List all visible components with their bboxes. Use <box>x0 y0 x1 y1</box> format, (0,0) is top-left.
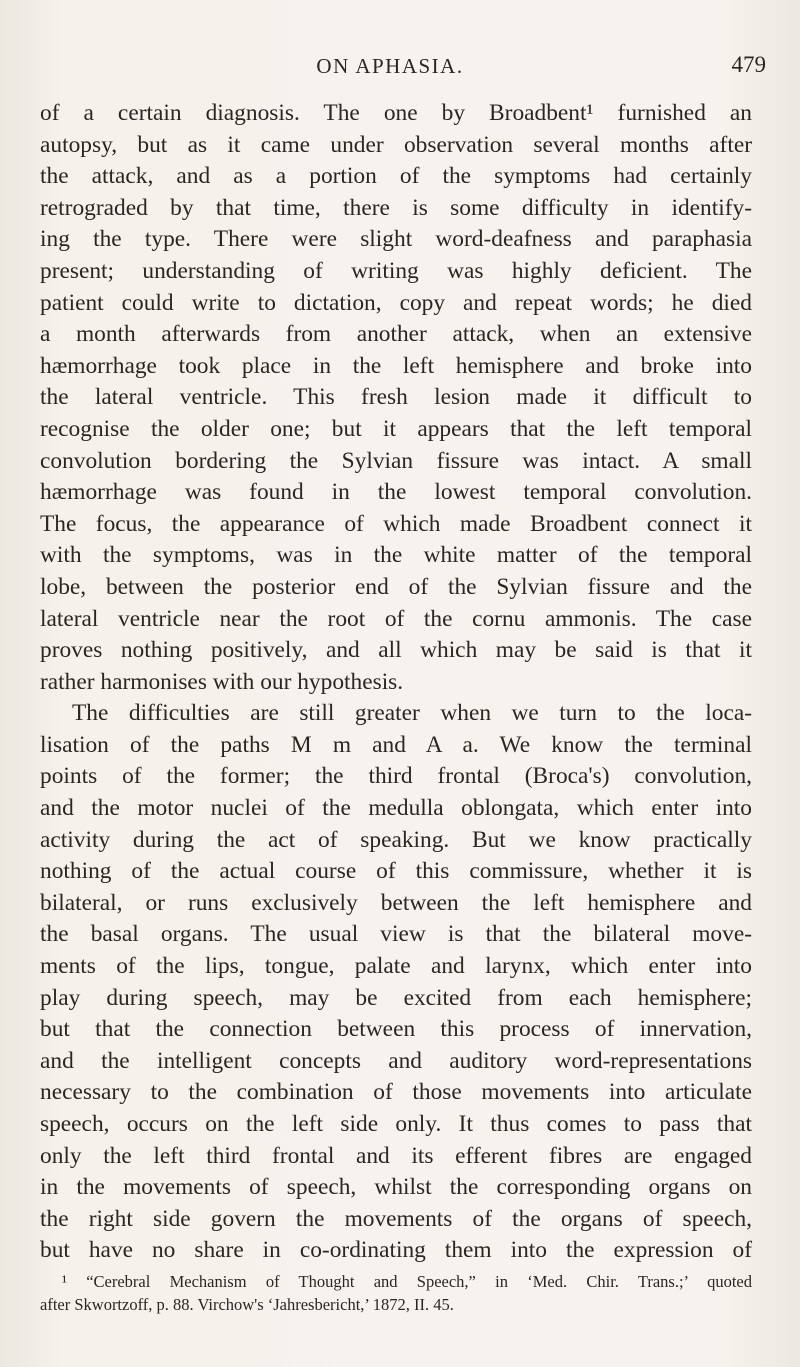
text-line: bilateral, or runs exclusively between the left hemisphere and <box>40 889 752 916</box>
text-line: the basal organs. The usual view is that the bilateral move- <box>40 921 752 948</box>
text-line: and the motor nuclei of the medulla oblongata, which enter into <box>40 795 752 822</box>
text-line: The focus, the appearance of which made Broadbent connect it <box>40 510 752 537</box>
footnote-line: after Skwortzoff, p. 88. Virchow's ‘Jahresbericht,’ 1872, II. 45. <box>40 1295 454 1314</box>
text-line: speech, occurs on the left side only. It thus comes to pass that <box>40 1111 752 1137</box>
text-line: but that the connection between this process of innervation, <box>40 1016 752 1043</box>
text-line: patient could write to dictation, copy and repeat words; he died <box>40 289 752 316</box>
text-line: lisation of the paths M m and A a. We know the terminal <box>40 731 752 758</box>
text-line: proves nothing positively, and all which may be said is that it <box>40 637 752 664</box>
text-line: points of the former; the third frontal (Broca's) convolution, <box>40 763 752 790</box>
text-line: ments of the lips, tongue, palate and larynx, which enter into <box>40 953 752 980</box>
text-line: play during speech, may be excited from each hemisphere; <box>40 984 752 1011</box>
text-line: in the movements of speech, whilst the corresponding organs on <box>40 1174 752 1201</box>
running-head <box>0 50 800 84</box>
text-line: present; understanding of writing was highly deficient. The <box>40 257 752 284</box>
text-line: hæmorrhage took place in the left hemisphere and broke into <box>40 352 752 379</box>
text-line: only the left third frontal and its efferent fibres are engaged <box>40 1142 752 1169</box>
text-line: the lateral ventricle. This fresh lesion made it difficult to <box>40 384 752 411</box>
text-line: the attack, and as a portion of the symptoms had certainly <box>40 163 752 190</box>
text-line: and the intelligent concepts and auditory word-representations <box>40 1047 752 1074</box>
text-line: with the symptoms, was in the white matter of the temporal <box>40 542 752 569</box>
footnotes <box>40 1270 752 1316</box>
page-number: 479 <box>731 52 766 77</box>
text-line: recognise the older one; but it appears that the left temporal <box>40 415 752 442</box>
text-line: of a certain diagnosis. The one by Broadbent¹ furnished an <box>40 100 752 126</box>
text-line: necessary to the combination of those movements into articulate <box>40 1079 752 1106</box>
text-line: lobe, between the posterior end of the Sylvian fissure and the <box>40 573 752 600</box>
text-line: but have no share in co-ordinating them into the expression of <box>40 1237 752 1264</box>
body-text <box>40 98 752 1267</box>
text-line: hæmorrhage was found in the lowest temporal convolution. <box>40 479 752 506</box>
text-line: activity during the act of speaking. But we know practically <box>40 826 752 853</box>
text-line: lateral ventricle near the root of the cornu ammonis. The case <box>40 605 752 632</box>
paragraph-start-line: The difficulties are still greater when we turn to the loca- <box>72 700 752 727</box>
text-line: the right side govern the movements of the organs of speech, <box>40 1205 752 1232</box>
text-line: a month afterwards from another attack, when an extensive <box>40 321 752 348</box>
footnote-line: ¹ “Cerebral Mechanism of Thought and Speech,” in ‘Med. Chir. Trans.;’ quoted <box>62 1272 752 1291</box>
text-line: autopsy, but as it came under observation several months after <box>40 131 752 158</box>
text-line: ing the type. There were slight word-deafness and paraphasia <box>40 226 752 253</box>
paragraph-end-line: rather harmonises with our hypothesis. <box>40 668 404 695</box>
text-line: convolution bordering the Sylvian fissure was intact. A small <box>40 447 752 474</box>
text-line: nothing of the actual course of this commissure, whether it is <box>40 858 752 885</box>
text-line: retrograded by that time, there is some difficulty in identify- <box>40 194 752 221</box>
running-title: ON APHASIA. <box>316 54 464 78</box>
